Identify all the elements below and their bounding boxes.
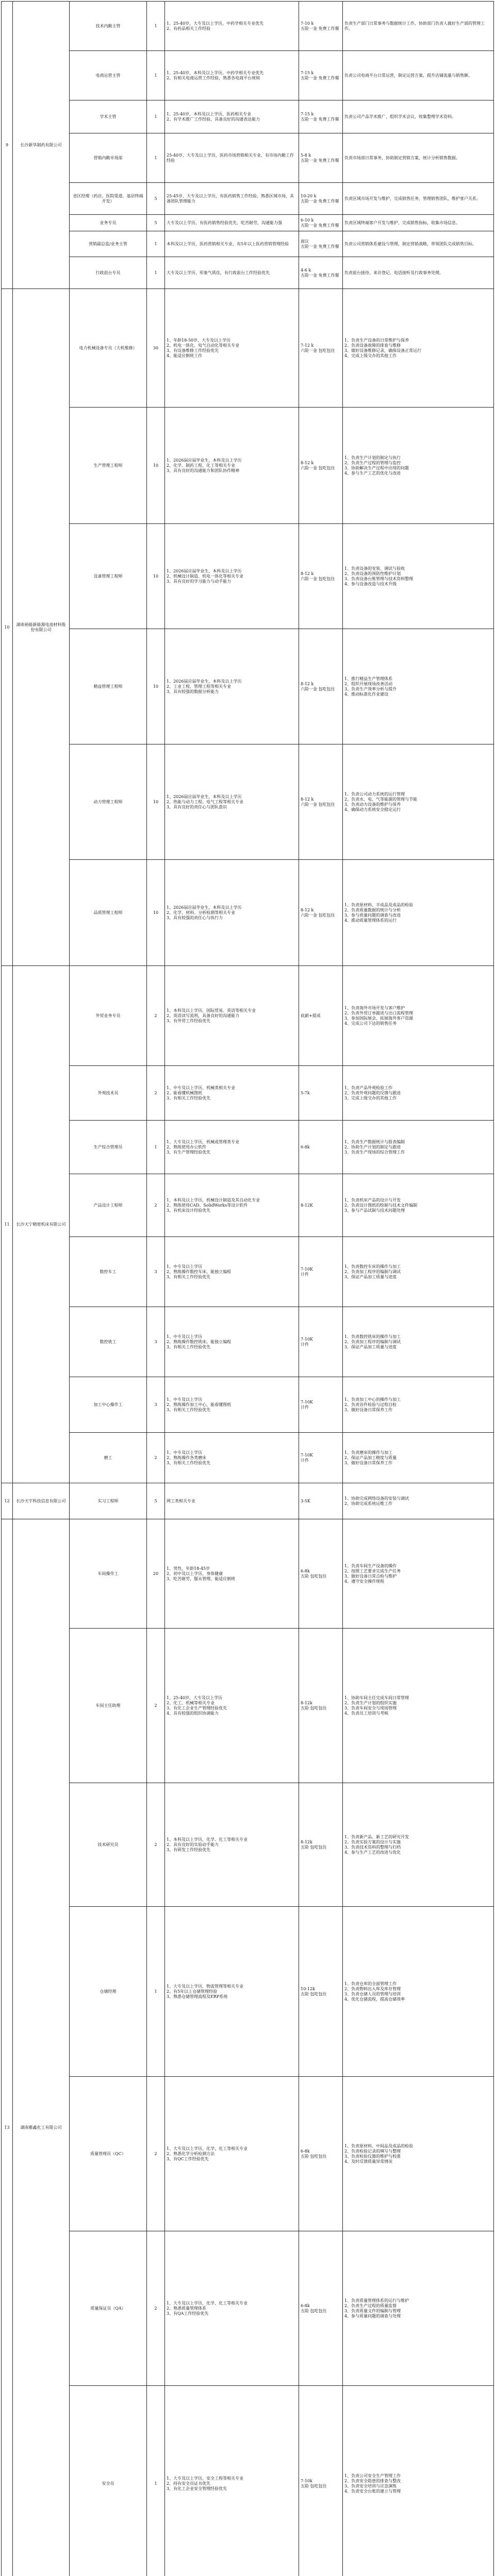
salary: 5-8 k 五险一金 免费工作餐 <box>299 133 343 183</box>
headcount: 2 <box>147 2231 165 2386</box>
salary: 7-10K 计件 <box>299 1377 343 1433</box>
requirements: 1、2026届应届毕业生，本科及以上学历 2、热能与动力工程、电气工程等相关专业 3、具有良好的责任心与团队意识 <box>165 744 299 860</box>
salary: 4-6 k 五险一金 免费工作餐 <box>299 257 343 289</box>
requirements: 1、25-40岁，本科及以上学历，医药相关专业 2、有学术推广工作经验，具备良好的沟通表达能力 <box>165 100 299 133</box>
headcount: 2 <box>147 1783 165 1907</box>
position-name: 质量保证员（QA） <box>70 2231 147 2386</box>
company-name: 湖南裕能新能源电池材料股份有限公司 <box>13 289 70 966</box>
job-listing-table <box>1 1 494 2576</box>
headcount: 30 <box>147 289 165 408</box>
table-row <box>2 215 494 231</box>
position-name: 实习工程师 <box>70 1483 147 1519</box>
headcount: 1 <box>147 257 165 289</box>
job-duties: 负责公司产品学术推广，组织学术会议，收集整理学术资料。 <box>343 100 494 133</box>
salary: 6-10 k 五险一金 免费工作餐 <box>299 215 343 231</box>
row-index: 13 <box>2 1519 13 2576</box>
job-duties: 1、负责原材料、半成品及成品的检验 2、负责质量数据的统计与分析 3、参与质量问题的调查与改进 4、推动质量管理体系的运行 <box>343 860 494 966</box>
position-name: 学术主管 <box>70 100 147 133</box>
job-duties: 1、负责加工中心的操作与加工 2、负责首件检验与过程自检 3、做好设备日常保养工作 <box>343 1377 494 1433</box>
table-row <box>2 1377 494 1433</box>
table-row <box>2 257 494 289</box>
salary: 底薪+提成 <box>299 966 343 1066</box>
table-row <box>2 1629 494 1783</box>
position-name: 数控车工 <box>70 1237 147 1307</box>
table-row <box>2 2077 494 2231</box>
headcount: 2 <box>147 966 165 1066</box>
headcount: 2 <box>147 1066 165 1121</box>
headcount: 1 <box>147 133 165 183</box>
position-name: 行政前台专员 <box>70 257 147 289</box>
requirements: 1、大专及以上学历，安全工程等相关专业 2、持有安全员证书优先 3、有化工企业安全管理经验优先 <box>165 2386 299 2576</box>
table-row <box>2 183 494 215</box>
headcount: 3 <box>147 1237 165 1307</box>
salary: 8-12 k 六险一金 包吃包住 <box>299 408 343 524</box>
company-name: 长沙天宁精密机床有限公司 <box>13 966 70 1483</box>
position-name: 外贸业务专员 <box>70 966 147 1066</box>
salary: 8-12K <box>299 1174 343 1237</box>
job-duties: 1、负责公司安全生产管理工作 2、负责安全隐患的排查与整改 3、负责安全培训与应急演练 4、负责安全台账的建立与管理 <box>343 2386 494 2576</box>
requirements: 1、大专及以上学历，机械或管理类专业 2、熟练使用办公软件 3、有生产管理经验优先 <box>165 1121 299 1174</box>
row-index: 9 <box>2 2 13 289</box>
requirements: 1、中专及以上学历 2、熟练操作各类磨床 3、有相关工作经验优先 <box>165 1433 299 1483</box>
headcount: 10 <box>147 629 165 744</box>
job-duties: 1、负责数控铣床的操作与加工 2、负责加工程序的编制与调试 3、保证产品加工质量与进度 <box>343 1307 494 1377</box>
salary: 8-12 k 六险一金 包吃包住 <box>299 744 343 860</box>
table-row <box>2 1483 494 1519</box>
table-row <box>2 289 494 408</box>
row-index: 10 <box>2 289 13 966</box>
requirements: 大专及以上学历，形象气质佳，有行政前台工作经验优先 <box>165 257 299 289</box>
table-row <box>2 1519 494 1629</box>
table-row <box>2 1066 494 1121</box>
headcount: 5 <box>147 1483 165 1519</box>
headcount: 2 <box>147 1629 165 1783</box>
job-duties: 1、负责生产设备的日常维护与保养 2、负责设备故障的排查与维修 3、做好设备维修记录，确保设备正常运行 4、完成上级交办的其他工作 <box>343 289 494 408</box>
salary: 10-12k 五险 包吃包住 <box>299 1907 343 2077</box>
requirements: 1、中专及以上学历 2、熟练操作数控铣床，能独立编程 3、有相关工作经验优先 <box>165 1307 299 1377</box>
salary: 7-10K 计件 <box>299 1237 343 1307</box>
salary: 3-5K <box>299 1483 343 1519</box>
job-duties: 负责生产部门日常事务与数据统计工作，协助部门负责人做好生产部的管理工作。 <box>343 2 494 51</box>
salary: 6-8k 五险 包吃包住 <box>299 2077 343 2231</box>
table-row <box>2 860 494 966</box>
position-name: 安全员 <box>70 2386 147 2576</box>
salary: 5-7k <box>299 1066 343 1121</box>
salary: 6-8k <box>299 1121 343 1174</box>
position-name: 仓储经理 <box>70 1907 147 2077</box>
table-row <box>2 1907 494 2077</box>
headcount: 1 <box>147 1121 165 1174</box>
headcount: 1 <box>147 51 165 100</box>
requirements: 1、男性，年龄18-45岁 2、初中及以上学历，身体健康 3、吃苦耐劳，服从管理，能适应倒班 <box>165 1519 299 1629</box>
salary: 7-15 k 五险一金 免费工作餐 <box>299 51 343 100</box>
headcount: 1 <box>147 1907 165 2077</box>
requirements: 1、中专及以上学历 2、熟练操作加工中心，能看懂图纸 3、有相关工作经验优先 <box>165 1377 299 1433</box>
headcount: 5 <box>147 215 165 231</box>
requirements: 大专及以上学历，有医药销售经验优先，吃苦耐劳，沟通能力强 <box>165 215 299 231</box>
position-name: 品质管理工程师 <box>70 860 147 966</box>
requirements: 本科及以上学历，医药营销相关专业，有5年以上医药营销管理经验 <box>165 231 299 257</box>
headcount: 1 <box>147 2 165 51</box>
company-name: 湖南雅鑫化工有限公司 <box>13 1519 70 2576</box>
requirements: 1、年龄18-50岁，大专及以上学历 2、机电一体化、电气自动化等相关专业 3、有设备维修工作经验优先 4、能适应倒班工作 <box>165 289 299 408</box>
headcount: 5 <box>147 183 165 215</box>
requirements: 1、大专及以上学历，物流管理等相关专业 2、有5年以上仓储管理经验 3、熟悉仓储管理流程及ERP系统 <box>165 1907 299 2077</box>
table-row <box>2 1174 494 1237</box>
table-row <box>2 51 494 100</box>
position-name: 省区经理（药店、医院渠道、基层终端开发） <box>70 183 147 215</box>
position-name: 动力管理工程师 <box>70 744 147 860</box>
position-name: 电力机械设备专员（大机维修） <box>70 289 147 408</box>
requirements: 1、2026届应届毕业生，本科及以上学历 2、化学、材料、分析检测等相关专业 3、具有较强的责任心与执行力 <box>165 860 299 966</box>
requirements: 1、25-40岁，本科及以上学历，中药学相关专业优先 2、有相关电商运营工作经验，熟悉各电商平台规则 <box>165 51 299 100</box>
job-duties: 负责区域终端客户开发与维护，完成销售指标，收集市场信息。 <box>343 215 494 231</box>
job-duties: 1、负责仓库的全面管理工作 2、负责物料出入库及库存管理 3、负责仓储人员的管理与培训 4、优化仓储流程，提高仓储效率 <box>343 1907 494 2077</box>
job-duties: 1、负责生产计划的制定与执行 2、负责生产过程的管理与监控 3、协助解决生产过程中出现的问题 4、参与生产工艺的优化与改进 <box>343 408 494 524</box>
headcount: 1 <box>147 231 165 257</box>
job-duties: 负责前台接待、来访登记、电话接听及行政事务处理。 <box>343 257 494 289</box>
position-name: 磨工 <box>70 1433 147 1483</box>
table-row <box>2 1783 494 1907</box>
requirements: 1、中专及以上学历，机械类相关专业 2、能看懂机械图纸 3、有相关工作经验优先 <box>165 1066 299 1121</box>
table-row <box>2 2231 494 2386</box>
headcount: 2 <box>147 2077 165 2231</box>
job-duties: 1、推行精益生产管理体系 2、组织开展现场改善活动 3、负责生产效率分析与提升 4、推动标准化作业建设 <box>343 629 494 744</box>
position-name: 电商运营主管 <box>70 51 147 100</box>
requirements: 1、25-40岁，大专及以上学历 2、化工、机械等相关专业 3、有化工企业生产管理经验优先 4、具有较强的组织协调能力 <box>165 1629 299 1783</box>
table-row <box>2 1433 494 1483</box>
position-name: 精益管理工程师 <box>70 629 147 744</box>
job-duties: 1、负责设备的安装、调试与验收 2、负责设备的预防性维护计划 3、负责设备台账管理与技术资料整理 4、参与设备改造与技术升级 <box>343 524 494 629</box>
position-name: 产品设计工程师 <box>70 1174 147 1237</box>
salary: 6-8k 五险 包吃包住 <box>299 2231 343 2386</box>
job-duties: 1、负责新产品、新工艺的研究开发 2、负责实验方案的设计与实施 3、负责技术资料的整理与归档 4、参与生产工艺的改进与优化 <box>343 1783 494 1907</box>
job-duties: 1、负责原材料、中间品及成品的检验 2、负责检验记录的填写与整理 3、负责检验仪器的维护与校准 4、及时反馈质量异常情况 <box>343 2077 494 2231</box>
headcount: 3 <box>147 1307 165 1377</box>
headcount: 1 <box>147 2386 165 2576</box>
requirements: 1、2026届应届毕业生，本科及以上学历 2、机械设计制造、机电一体化等相关专业 3、具有良好的学习能力与动手能力 <box>165 524 299 629</box>
salary: 8-12k 五险 包吃包住 <box>299 1629 343 1783</box>
table-row <box>2 966 494 1066</box>
table-row <box>2 408 494 524</box>
position-name: 技术研究员 <box>70 1783 147 1907</box>
table-row <box>2 1307 494 1377</box>
salary: 7-12 k 六险一金 包吃包住 <box>299 289 343 408</box>
headcount: 10 <box>147 744 165 860</box>
position-name: 外观技术员 <box>70 1066 147 1121</box>
table-row <box>2 1121 494 1174</box>
table-row <box>2 133 494 183</box>
requirements: 1、大专及以上学历，化学、化工等相关专业 2、熟悉质量管理体系 3、有QA工作经验优先 <box>165 2231 299 2386</box>
position-name: 车间操作工 <box>70 1519 147 1629</box>
job-duties: 1、负责车间生产设备的操作 2、按照工艺要求完成生产任务 3、做好设备日常点检与维护 4、遵守安全操作规程 <box>343 1519 494 1629</box>
company-name: 长沙新华制药有限公司 <box>13 2 70 289</box>
job-duties: 1、负责生产数据统计与报表编制 2、协助生产计划的制定与跟进 3、负责生产现场的综合管理工作 <box>343 1121 494 1174</box>
salary: 10-20 k 五险一金 免费工作餐 <box>299 183 343 215</box>
requirements: 1、本科及以上学历，机械设计制造及其自动化专业 2、熟练使用CAD、SolidWorks等设计软件 3、有机床设计经验优先 <box>165 1174 299 1237</box>
requirements: 1、2026届应届毕业生，本科及以上学历 2、化学、制药工程、化工等相关专业 3、具有良好的沟通能力和团队协作精神 <box>165 408 299 524</box>
company-name: 长沙天宇科技信息有限公司 <box>13 1483 70 1519</box>
position-name: 加工中心操作工 <box>70 1377 147 1433</box>
requirements: 1、25-40岁，大专及以上学历，中药学相关专业优先 2、有药品相关工作经验 <box>165 2 299 51</box>
job-duties: 1、负责海外市场开发与客户维护 2、负责外贸订单跟进与出口流程管理 3、参加国际展会，拓展海外客户资源 4、完成公司下达的销售任务 <box>343 966 494 1066</box>
salary: 6-8k 五险 包吃包住 <box>299 1519 343 1629</box>
row-index: 12 <box>2 1483 13 1519</box>
job-duties: 1、负责产品外观检验工作 2、负责外观问题的反馈与跟进 3、完成上级交办的其他工作 <box>343 1066 494 1121</box>
salary: 8-12 k 六险一金 包吃包住 <box>299 629 343 744</box>
salary: 8-12 k 六险一金 包吃包住 <box>299 860 343 966</box>
headcount: 20 <box>147 1519 165 1629</box>
table-row <box>2 2 494 51</box>
position-name: 质量管理员（QC） <box>70 2077 147 2231</box>
headcount: 2 <box>147 1174 165 1237</box>
position-name: 业务专员 <box>70 215 147 231</box>
position-name: 生产综合管理员 <box>70 1121 147 1174</box>
position-name: 生产管理工程师 <box>70 408 147 524</box>
position-name: 营销副总监/业务主管 <box>70 231 147 257</box>
headcount: 2 <box>147 1433 165 1483</box>
table-row <box>2 524 494 629</box>
position-name: 设备管理工程师 <box>70 524 147 629</box>
headcount: 10 <box>147 408 165 524</box>
job-duties: 1、负责磨床的操作与加工 2、保证产品加工精度与质量 3、做好设备日常保养工作 <box>343 1433 494 1483</box>
salary: 7-10 k 五险一金 免费工作餐 <box>299 2 343 51</box>
job-duties: 负责公司电商平台日常运营，制定运营方案，提升店铺流量与销售额。 <box>343 51 494 100</box>
job-duties: 负责市场部日常事务，协助制定营销方案，统计分析销售数据。 <box>343 133 494 183</box>
position-name: 营销内勤市场部 <box>70 133 147 183</box>
salary: 面议 五险一金 免费工作餐 <box>299 231 343 257</box>
job-duties: 1、负责公司动力系统的运行管理 2、负责水、电、气等能源的管理与节能 3、负责动力设备的维护与保养 4、确保动力系统安全稳定运行 <box>343 744 494 860</box>
salary: 8-12 k 六险一金 包吃包住 <box>299 524 343 629</box>
table-row <box>2 231 494 257</box>
job-duties: 1、负责数控车床的操作与加工 2、负责加工程序的编制与调试 3、保证产品加工质量与进度 <box>343 1237 494 1307</box>
salary: 7-10k 五险 包吃包住 <box>299 2386 343 2576</box>
requirements: 1、2026届应届毕业生，本科及以上学历 2、工业工程、管理工程等相关专业 3、具有较强的数据分析能力 <box>165 629 299 744</box>
position-name: 车间主任助理 <box>70 1629 147 1783</box>
job-duties: 1、负责机床产品的设计与开发 2、负责设计图纸的绘制与技术文件编制 3、参与产品试制与技术问题处理 <box>343 1174 494 1237</box>
table-row <box>2 744 494 860</box>
requirements: 1、本科及以上学历，化学、化工等相关专业 2、具有良好的实验动手能力 3、有研发工作经验优先 <box>165 1783 299 1907</box>
position-name: 数控铣工 <box>70 1307 147 1377</box>
salary: 7-15 k 五险一金 免费工作餐 <box>299 100 343 133</box>
requirements: 25-40岁，大专及以上学历，医药市场营销相关专业，有市场内勤工作经验 <box>165 133 299 183</box>
job-duties: 负责区域市场开发与维护，完成销售任务，管理销售团队，维护客户关系。 <box>343 183 494 215</box>
table-row <box>2 1237 494 1307</box>
table-row <box>2 629 494 744</box>
headcount: 1 <box>147 100 165 133</box>
job-duties: 1、协助车间主任完成车间日常管理 2、负责生产计划的组织实施 3、负责车间安全与现场管理 4、负责员工培训与考核 <box>343 1629 494 1783</box>
table-row <box>2 100 494 133</box>
requirements: 1、大专及以上学历，化学、化工等相关专业 2、熟悉化学分析检测方法 3、有QC工作经验优先 <box>165 2077 299 2231</box>
requirements: 网工类相关专业 <box>165 1483 299 1519</box>
table-row <box>2 2386 494 2576</box>
job-duties: 1、协助完成网络设备的安装与调试 2、协助完成系统运维工作 <box>343 1483 494 1519</box>
salary: 8-12k 五险 包吃包住 <box>299 1783 343 1907</box>
headcount: 3 <box>147 1377 165 1433</box>
headcount: 10 <box>147 860 165 966</box>
job-duties: 负责公司营销体系建设与管理，制定营销战略，带领团队完成销售目标。 <box>343 231 494 257</box>
job-duties: 1、负责质量管理体系的运行与维护 2、负责生产过程的质量监督 3、负责质量文件的编制与管理 4、参与质量问题的调查与处理 <box>343 2231 494 2386</box>
requirements: 1、中专及以上学历 2、熟练操作数控车床，能独立编程 3、有相关工作经验优先 <box>165 1237 299 1307</box>
headcount: 10 <box>147 524 165 629</box>
row-index: 11 <box>2 966 13 1483</box>
requirements: 1、本科及以上学历，国际贸易、英语等相关专业 2、英语读写流利，具备良好的沟通能力 3、有外贸工作经验优先 <box>165 966 299 1066</box>
requirements: 25-45岁，大专及以上学历，有医药销售工作经验，熟悉区域市场，具备团队管理能力 <box>165 183 299 215</box>
position-name: 技术内勤主管 <box>70 2 147 51</box>
salary: 7-10K 计件 <box>299 1433 343 1483</box>
salary: 7-10K 计件 <box>299 1307 343 1377</box>
